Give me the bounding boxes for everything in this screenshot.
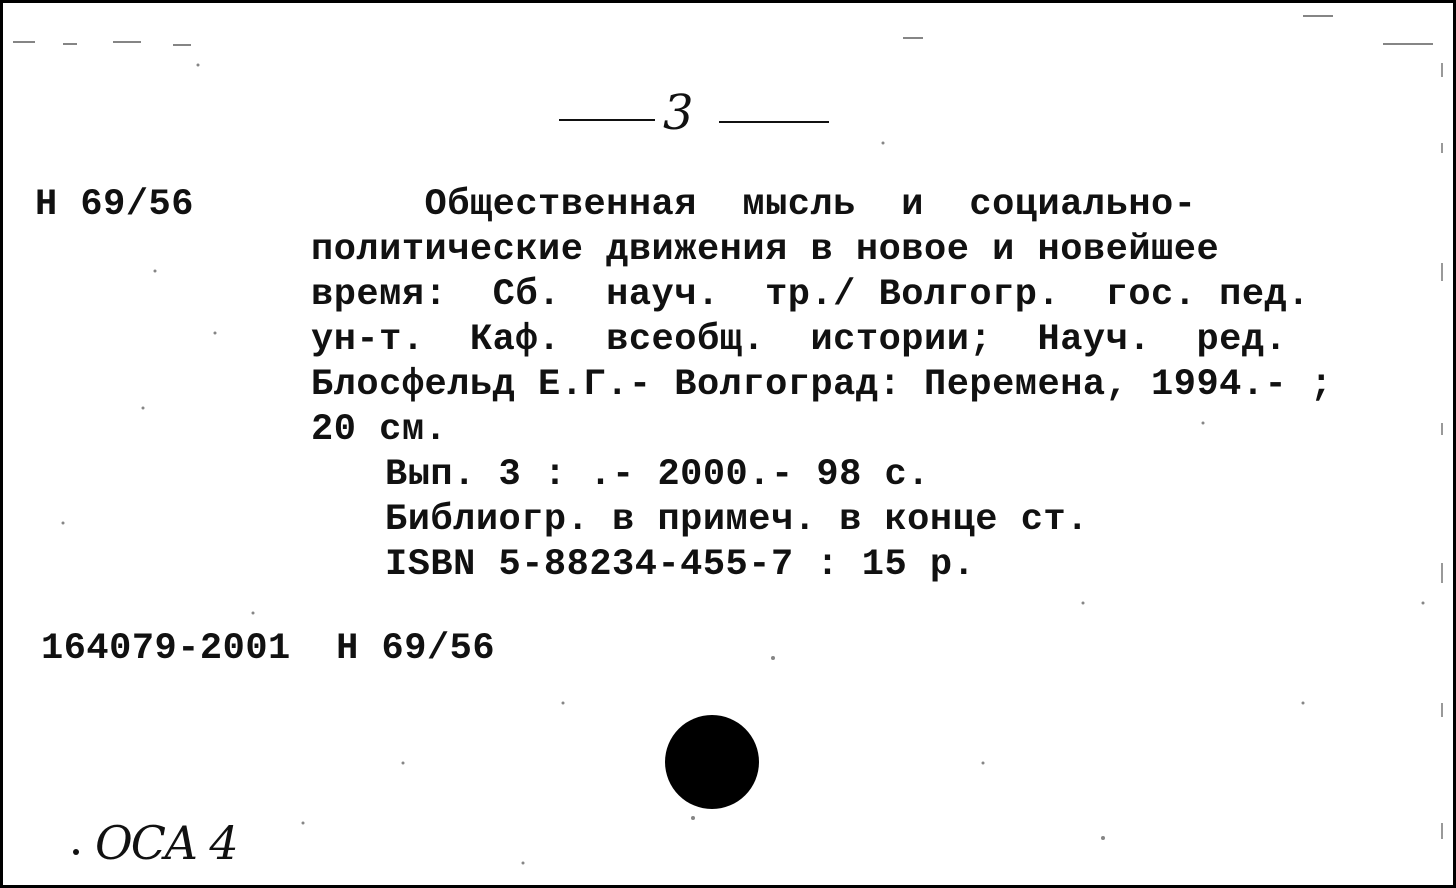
inventory-line: 164079-2001 Н 69/56 xyxy=(41,628,496,670)
entry-line: политические движения в новое и новейшее xyxy=(311,229,1220,271)
entry-line: время: Сб. науч. тр./ Волгогр. гос. пед. xyxy=(311,274,1310,316)
page-number: 3 xyxy=(663,85,694,141)
entry-line: ун-т. Каф. всеобщ. истории; Науч. ред. xyxy=(311,319,1288,361)
header-right-dash xyxy=(719,121,829,123)
notes-block xyxy=(385,453,1089,588)
handwritten-note: ОСА 4 xyxy=(95,816,237,870)
header-left-dash xyxy=(559,119,655,121)
punch-hole xyxy=(665,715,759,809)
bibliography-line: Библиогр. в примеч. в конце ст. xyxy=(385,499,1089,541)
entry-text xyxy=(311,183,1333,453)
shelfmark: Н 69/56 xyxy=(35,184,194,226)
entry-line: Общественная мысль и социально- xyxy=(311,184,1197,226)
ink-dot xyxy=(73,849,79,855)
isbn-line: ISBN 5-88234-455-7 : 15 р. xyxy=(385,544,976,586)
entry-line: 20 см. xyxy=(311,409,448,451)
entry-line: Блосфельд Е.Г.- Волгоград: Перемена, 1994.- ; xyxy=(311,364,1333,406)
issue-line: Вып. 3 : .- 2000.- 98 с. xyxy=(385,454,930,496)
